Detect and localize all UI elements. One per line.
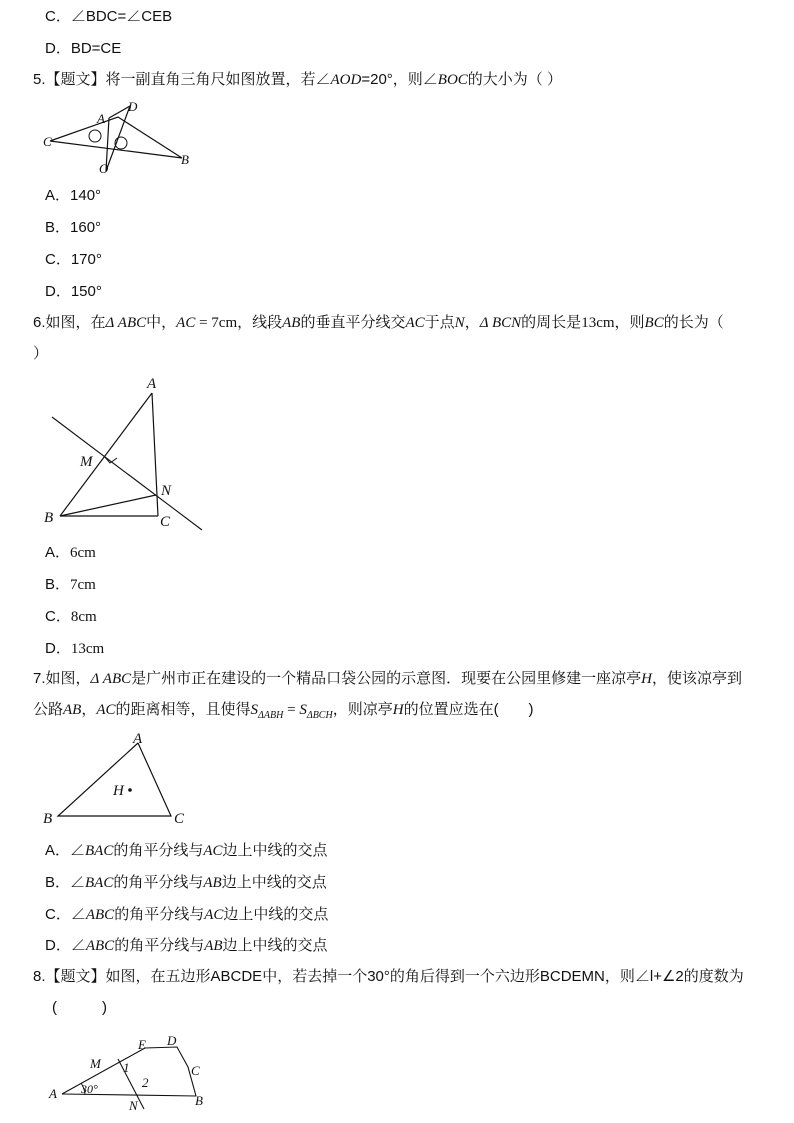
q6-option-c: C．8cm (45, 608, 97, 625)
q5-label-c: C (43, 134, 52, 149)
q8-figure (45, 1030, 220, 1115)
q6-label-n: N (161, 483, 172, 499)
q8-label-1: 1 (123, 1060, 130, 1075)
q7-figure (40, 730, 200, 830)
q8-label-c: C (191, 1063, 200, 1078)
q7-option-a: A．∠BAC的角平分线与AC边上中线的交点 (45, 842, 328, 859)
q5-label-d: D (128, 99, 138, 114)
q7-option-d: D．∠ABC的角平分线与AB边上中线的交点 (45, 937, 328, 954)
q5-option-c: C．170° (45, 251, 102, 268)
q8-label-2: 2 (142, 1075, 149, 1090)
q8-stem-line2: ( ) (52, 999, 107, 1016)
q6-option-b: B．7cm (45, 576, 96, 593)
q6-label-b: B (44, 510, 54, 526)
q4-option-c: C．∠BDC=∠CEB (45, 8, 173, 25)
q7-label-c: C (174, 811, 185, 827)
q7-label-b: B (43, 811, 53, 827)
q5-stem: 5.【题文】将一副直角三角尺如图放置，若∠AOD=20°，则∠BOC的大小为（ ） (33, 71, 562, 88)
q6-label-m: M (80, 454, 93, 470)
q7-option-b: B．∠BAC的角平分线与AB边上中线的交点 (45, 874, 327, 891)
q5-figure (40, 96, 200, 176)
q8-label-m: M (90, 1056, 101, 1071)
q7-label-h: H (113, 783, 124, 799)
q5-option-b: B．160° (45, 219, 102, 236)
q8-label-a: A (49, 1086, 57, 1101)
q5-label-a: A (97, 111, 105, 126)
q7-stem-line2: 公路AB，AC的距离相等，且使得$S_{\Delta ABH} = S_{\Delta BCH}$，则凉亭H的位置应选在( ) (33, 701, 534, 721)
q6-label-a: A (147, 376, 157, 392)
q6-stem-line2: ） (33, 345, 49, 362)
q6-label-c: C (160, 514, 171, 530)
q8-label-e: E (138, 1037, 146, 1052)
q5-label-o: O (99, 161, 109, 176)
q8-label-angle: 30° (81, 1082, 98, 1096)
q7-option-c: C．∠ABC的角平分线与AC边上中线的交点 (45, 906, 329, 923)
q6-option-a: A．6cm (45, 544, 96, 561)
q8-label-d: D (167, 1033, 177, 1048)
q5-option-a: A．140° (45, 187, 102, 204)
q8-label-n: N (129, 1098, 138, 1113)
q5-label-b: B (181, 152, 189, 167)
q8-stem-line1: 8.【题文】如图，在五边形ABCDE中，若去掉一个30°的角后得到一个六边形BCDEMN，则∠l+∠2的度数为 (33, 968, 744, 985)
q7-stem-line1: 7.如图，Δ ABC是广州市正在建设的一个精品口袋公园的示意图．现要在公园里修建一座凉亭H，使该凉亭到 (33, 670, 743, 687)
q4-option-d: D．BD=CE (45, 40, 122, 57)
q6-figure (40, 370, 210, 535)
q5-option-d: D．150° (45, 283, 102, 300)
q7-label-a: A (133, 731, 143, 747)
q6-stem-line1: 6.如图，在Δ ABC中，AC = 7cm，线段AB的垂直平分线交AC于点N，Δ BCN的周长是13cm，则BC的长为（ (33, 314, 724, 331)
q8-label-b: B (195, 1093, 203, 1108)
q6-option-d: D．13cm (45, 640, 105, 657)
